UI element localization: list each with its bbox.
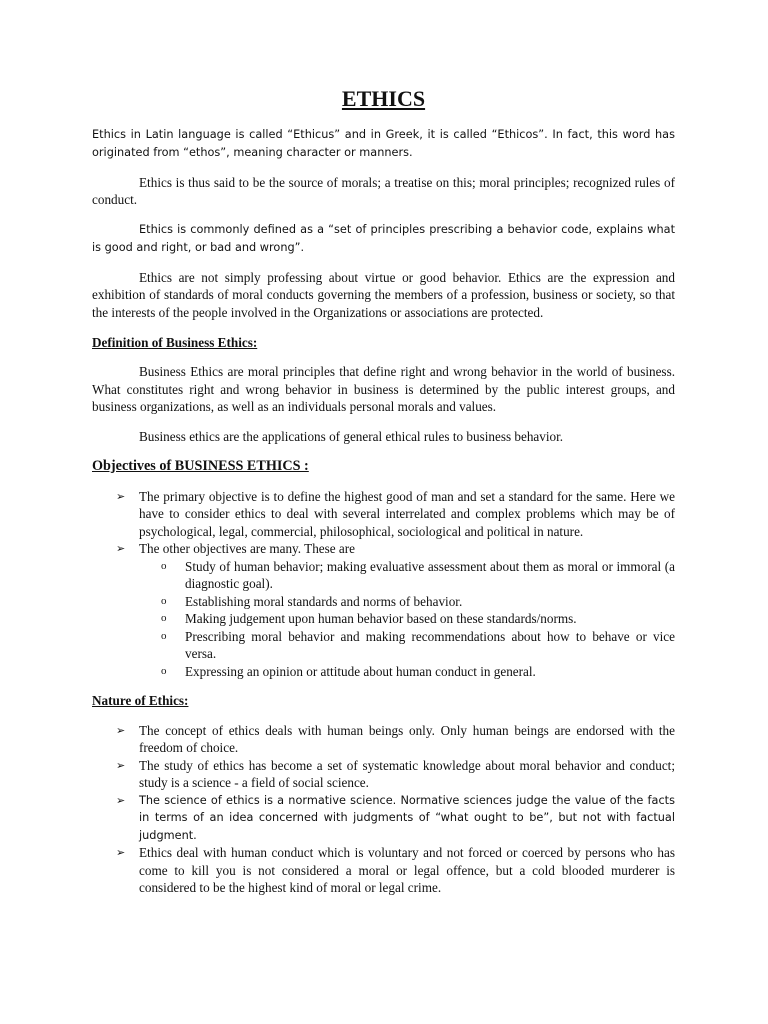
objectives-heading: Objectives of BUSINESS ETHICS : bbox=[92, 458, 309, 474]
intro-paragraph-2: Ethics is thus said to be the source of morals; a treatise on this; moral principles; recognized rules of conduct. bbox=[92, 174, 675, 207]
objective-subitem-1: Study of human behavior; making evaluative assessment about them as moral or immoral (a diagnostic goal). bbox=[185, 558, 675, 591]
circle-bullet-icon: o bbox=[161, 559, 167, 572]
objectives-list bbox=[92, 488, 675, 681]
arrow-bullet-icon: ➢ bbox=[116, 793, 126, 807]
list-item bbox=[92, 792, 675, 845]
list-item bbox=[92, 488, 675, 541]
objectives-sublist bbox=[139, 558, 675, 681]
objective-item-2: The other objectives are many. These are bbox=[139, 541, 356, 556]
circle-bullet-icon: o bbox=[161, 629, 167, 642]
nature-item-2: The study of ethics has become a set of systematic knowledge about moral behavior and conduct; study is a science - a field of social science. bbox=[139, 757, 675, 790]
circle-bullet-icon: o bbox=[161, 612, 167, 624]
nature-heading: Nature of Ethics: bbox=[92, 693, 189, 708]
list-item bbox=[139, 610, 675, 628]
objective-subitem-3: Making judgement upon human behavior based on these standards/norms. bbox=[185, 611, 577, 626]
circle-bullet-icon: o bbox=[161, 664, 167, 677]
nature-item-3: The science of ethics is a normative science. Normative sciences judge the value of the facts in terms of an idea concerned with judgments of “what ought to be”, but not with factual judgment. bbox=[139, 793, 675, 842]
list-item bbox=[92, 540, 675, 680]
arrow-bullet-icon: ➢ bbox=[116, 758, 126, 772]
objective-subitem-4: Prescribing moral behavior and making recommendations about how to behave or vice versa. bbox=[185, 628, 675, 661]
list-item bbox=[139, 628, 675, 663]
list-item bbox=[139, 558, 675, 593]
nature-item-4: Ethics deal with human conduct which is voluntary and not forced or coerced by persons who has come to kill you is not considered a moral or legal offence, but a cold blooded murderer is considered to be the highest kind of moral or legal crime. bbox=[139, 845, 675, 895]
intro-paragraph-1: Ethics in Latin language is called “Ethicus” and in Greek, it is called “Ethicos”. In fact, this word has originated from “ethos”, meaning character or manners. bbox=[92, 128, 675, 159]
intro-paragraph-3: Ethics is commonly defined as a “set of principles prescribing a behavior code, explains what is good and right, or bad and wrong”. bbox=[92, 223, 675, 254]
intro-paragraph-4: Ethics are not simply professing about virtue or good behavior. Ethics are the expression and exhibition of standards of moral conducts governing the members of a profession, business or society, so that the interests of the people involved in the Organizations or associations are protected. bbox=[92, 269, 675, 320]
page-title: ETHICS bbox=[341, 86, 426, 111]
definition-paragraph-2: Business ethics are the applications of general ethical rules to business behavior. bbox=[139, 429, 564, 444]
objective-subitem-2: Establishing moral standards and norms of behavior. bbox=[185, 593, 463, 609]
list-item bbox=[139, 663, 675, 681]
nature-list bbox=[92, 722, 675, 897]
definition-heading: Definition of Business Ethics: bbox=[92, 334, 258, 350]
definition-paragraph-1: Business Ethics are moral principles that define right and wrong behavior in the world of business. What constitutes right and wrong behavior in business is determined by the public interest groups, and business organizations, as well as an individuals personal morals and values. bbox=[92, 364, 675, 414]
list-item bbox=[92, 844, 675, 897]
document-page bbox=[92, 86, 675, 897]
list-item bbox=[92, 722, 675, 757]
list-item bbox=[139, 593, 675, 611]
arrow-bullet-icon: ➢ bbox=[116, 489, 126, 503]
arrow-bullet-icon: ➢ bbox=[116, 542, 126, 555]
objective-item-1: The primary objective is to define the highest good of man and set a standard for the same. Here we have to consider ethics to deal with several interrelated and complex problems which may be of psychological, legal, commercial, philosophical, sociological and political in nature. bbox=[139, 488, 675, 539]
list-item bbox=[92, 757, 675, 792]
objective-subitem-5: Expressing an opinion or attitude about human conduct in general. bbox=[185, 663, 536, 679]
arrow-bullet-icon: ➢ bbox=[116, 723, 126, 737]
circle-bullet-icon: o bbox=[161, 594, 167, 607]
arrow-bullet-icon: ➢ bbox=[116, 846, 126, 859]
nature-item-1: The concept of ethics deals with human beings only. Only human beings are endorsed with the freedom of choice. bbox=[139, 722, 675, 755]
